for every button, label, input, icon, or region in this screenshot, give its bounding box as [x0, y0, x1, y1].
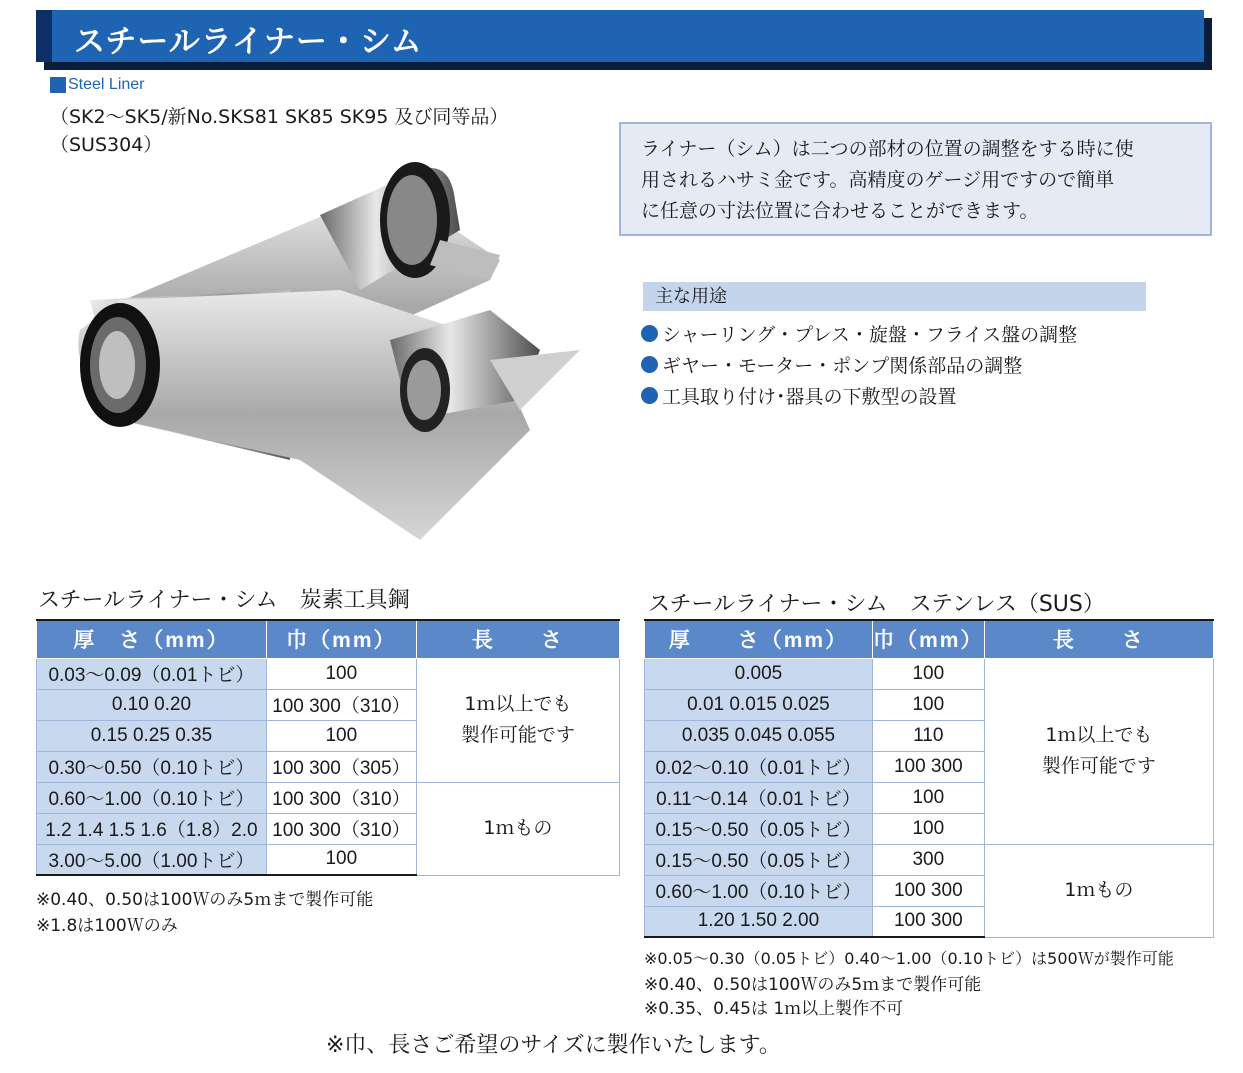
table-row: 3.00〜5.00（1.00トビ） 100 — [37, 844, 620, 875]
table-row: 0.15〜0.50（0.05トビ） 100 — [645, 813, 1214, 844]
table-row: 0.60〜1.00（0.10トビ） 100 300 — [645, 875, 1214, 906]
uses-header: 主な用途 — [643, 282, 1146, 311]
table-row: 0.005 100 1ｍ以上でも 製作可能です — [645, 658, 1214, 689]
carbon-note: ※1.8は100Ｗのみ — [36, 916, 178, 936]
table-row: 0.60〜1.00（0.10トビ） 100 300（310） 1ｍもの — [37, 782, 620, 813]
steel-liner-roll-photo — [60, 160, 610, 555]
material-spec-carbon: （SK2〜SK5/新No.SKS81 SK85 SK95 及び同等品） — [50, 106, 509, 128]
carbon-spec-table — [36, 619, 620, 876]
sus-note: ※0.40、0.50は100Ｗのみ5ｍまで製作可能 — [644, 975, 982, 995]
list-item: 工具取り付け･器具の下敷型の設置 — [641, 380, 1077, 411]
description-box — [619, 122, 1212, 236]
length-cell: 1ｍ以上でも 製作可能です — [416, 658, 619, 782]
table-row: 0.03〜0.09（0.01トビ） 100 1ｍ以上でも 製作可能です — [37, 658, 620, 689]
column-header-thickness: 厚 さ（mm） — [37, 620, 267, 658]
page-title: スチールライナー・シム — [74, 24, 423, 60]
sus-spec-table — [644, 619, 1214, 938]
table-row: 0.30〜0.50（0.10トビ） 100 300（305） — [37, 751, 620, 782]
table-row: 0.15〜0.50（0.05トビ） 300 1ｍもの — [645, 844, 1214, 875]
column-header-width: 巾（mm） — [872, 620, 984, 658]
subtitle-english — [50, 74, 145, 96]
bullet-icon — [641, 387, 658, 404]
column-header-length: 長 さ — [984, 620, 1213, 658]
sus-note: ※0.35、0.45は 1ｍ以上製作不可 — [644, 999, 904, 1019]
table-row: 1.2 1.4 1.5 1.6（1.8）2.0 100 300（310） — [37, 813, 620, 844]
title-bar — [36, 10, 1204, 62]
description-line: 用されるハサミ金です。高精度のゲージ用ですので簡単 — [641, 169, 1115, 191]
bullet-icon — [641, 325, 658, 342]
table-row: 1.20 1.50 2.00 100 300 — [645, 906, 1214, 937]
description-line: に任意の寸法位置に合わせることができます。 — [641, 200, 1039, 222]
list-item: ギヤー・モーター・ポンプ関係部品の調整 — [641, 349, 1077, 380]
sus-note: ※0.05〜0.30（0.05トビ）0.40〜1.00（0.10トビ）は500Ｗが製作可能 — [644, 949, 1174, 968]
material-spec-sus: （SUS304） — [50, 134, 163, 156]
table-row: 0.01 0.015 0.025 100 — [645, 689, 1214, 720]
length-cell: 1ｍもの — [984, 844, 1213, 937]
bullet-icon — [641, 356, 658, 373]
column-header-width: 巾（mm） — [266, 620, 416, 658]
uses-list — [641, 318, 1077, 411]
subtitle-en-label: Steel Liner — [68, 76, 145, 93]
column-header-thickness: 厚 さ（mm） — [645, 620, 873, 658]
table-row: 0.15 0.25 0.35 100 — [37, 720, 620, 751]
sus-table-title: スチールライナー・シム ステンレス（SUS） — [648, 592, 1105, 617]
table-row: 0.02〜0.10（0.01トビ） 100 300 — [645, 751, 1214, 782]
footer-note: ※巾、長さご希望のサイズに製作いたします。 — [326, 1033, 781, 1058]
length-cell: 1ｍもの — [416, 782, 619, 875]
length-cell: 1ｍ以上でも 製作可能です — [984, 658, 1213, 844]
table-row: 0.10 0.20 100 300（310） — [37, 689, 620, 720]
carbon-table-title: スチールライナー・シム 炭素工具鋼 — [38, 588, 410, 613]
list-item: シャーリング・プレス・旋盤・フライス盤の調整 — [641, 318, 1077, 349]
square-marker-icon — [50, 77, 66, 93]
table-row: 0.11〜0.14（0.01トビ） 100 — [645, 782, 1214, 813]
column-header-length: 長 さ — [416, 620, 619, 658]
table-row: 0.035 0.045 0.055 110 — [645, 720, 1214, 751]
carbon-note: ※0.40、0.50は100Ｗのみ5ｍまで製作可能 — [36, 890, 374, 910]
description-line: ライナー（シム）は二つの部材の位置の調整をする時に使 — [641, 138, 1134, 160]
